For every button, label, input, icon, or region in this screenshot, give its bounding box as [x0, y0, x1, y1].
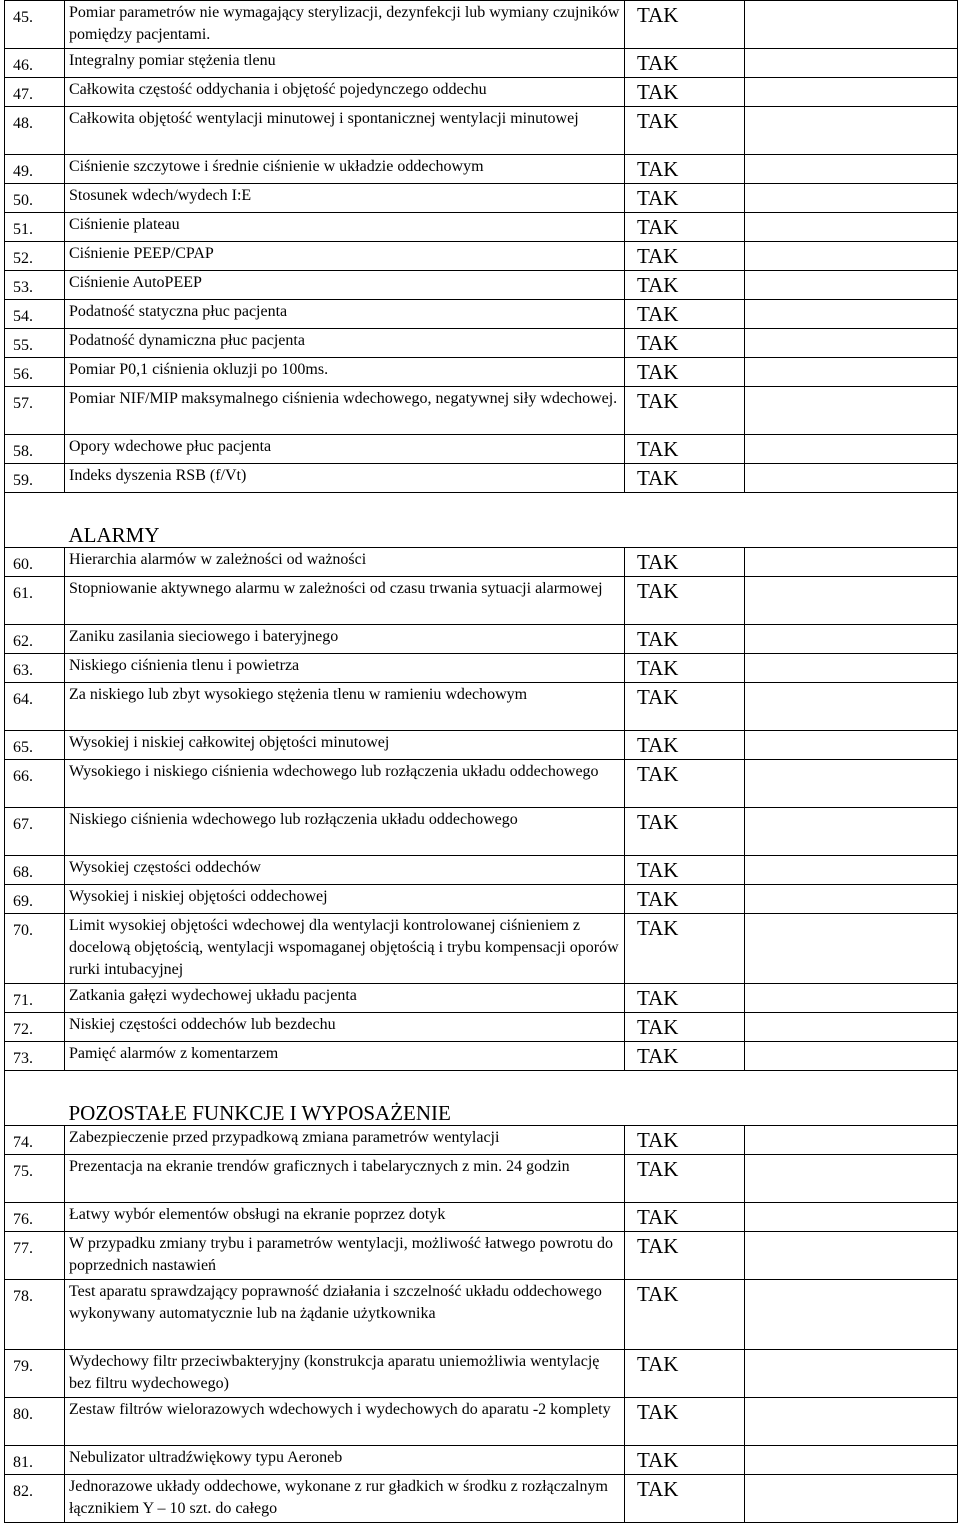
item-description: Pomiar P0,1 ciśnienia okluzji po 100ms. [65, 358, 625, 387]
item-description: Zatkania gałęzi wydechowej układu pacjenta [65, 984, 625, 1013]
item-description: Pomiar NIF/MIP maksymalnego ciśnienia wdechowego, negatywnej siły wdechowej. [65, 387, 625, 435]
item-number: 52. [5, 242, 65, 271]
item-description: W przypadku zmiany trybu i parametrów wentylacji, możliwość łatwego powrotu do poprzednich nastawień [65, 1232, 625, 1280]
item-description: Ciśnienie szczytowe i średnie ciśnienie w układzie oddechowym [65, 155, 625, 184]
table-row [5, 1350, 958, 1398]
item-offer-cell [745, 435, 958, 464]
item-value: TAK [625, 1475, 745, 1523]
item-value: TAK [625, 1446, 745, 1475]
item-offer-cell [745, 107, 958, 155]
item-number: 69. [5, 885, 65, 914]
table-row [5, 213, 958, 242]
section-header-spacer [625, 493, 745, 548]
table-row [5, 1042, 958, 1071]
item-number: 48. [5, 107, 65, 155]
item-value: TAK [625, 1013, 745, 1042]
item-offer-cell [745, 548, 958, 577]
item-offer-cell [745, 1203, 958, 1232]
item-value: TAK [625, 242, 745, 271]
item-description: Zestaw filtrów wielorazowych wdechowych i wydechowych do aparatu -2 komplety [65, 1398, 625, 1446]
item-description: Jednorazowe układy oddechowe, wykonane z rur gładkich w środku z rozłączalnym łącznikiem Y – 10 szt. do całego [65, 1475, 625, 1523]
item-offer-cell [745, 49, 958, 78]
item-number: 63. [5, 654, 65, 683]
table-row [5, 1232, 958, 1280]
table-row [5, 271, 958, 300]
item-value: TAK [625, 464, 745, 493]
item-value: TAK [625, 1126, 745, 1155]
item-offer-cell [745, 1280, 958, 1350]
item-value: TAK [625, 155, 745, 184]
item-offer-cell [745, 885, 958, 914]
item-description: Stosunek wdech/wydech I:E [65, 184, 625, 213]
item-number: 47. [5, 78, 65, 107]
section-header-row [5, 493, 958, 548]
table-row [5, 300, 958, 329]
item-description: Indeks dyszenia RSB (f/Vt) [65, 464, 625, 493]
item-number: 50. [5, 184, 65, 213]
item-offer-cell [745, 387, 958, 435]
item-offer-cell [745, 358, 958, 387]
item-value: TAK [625, 760, 745, 808]
table-row [5, 683, 958, 731]
item-offer-cell [745, 1232, 958, 1280]
item-value: TAK [625, 213, 745, 242]
item-value: TAK [625, 435, 745, 464]
specification-table [4, 0, 958, 1523]
item-offer-cell [745, 300, 958, 329]
item-description: Integralny pomiar stężenia tlenu [65, 49, 625, 78]
item-offer-cell [745, 808, 958, 856]
table-row [5, 654, 958, 683]
table-row [5, 914, 958, 984]
item-number: 76. [5, 1203, 65, 1232]
item-description: Hierarchia alarmów w zależności od ważności [65, 548, 625, 577]
table-row [5, 1446, 958, 1475]
table-row [5, 1013, 958, 1042]
item-number: 67. [5, 808, 65, 856]
item-number: 56. [5, 358, 65, 387]
item-description: Niskiego ciśnienia tlenu i powietrza [65, 654, 625, 683]
item-number: 71. [5, 984, 65, 1013]
item-value: TAK [625, 548, 745, 577]
item-description: Ciśnienie plateau [65, 213, 625, 242]
item-description: Nebulizator ultradźwiękowy typu Aeroneb [65, 1446, 625, 1475]
item-value: TAK [625, 78, 745, 107]
item-offer-cell [745, 155, 958, 184]
table-row [5, 329, 958, 358]
item-offer-cell [745, 984, 958, 1013]
table-row [5, 760, 958, 808]
item-description: Zaniku zasilania sieciowego i bateryjnego [65, 625, 625, 654]
item-description: Stopniowanie aktywnego alarmu w zależności od czasu trwania sytuacji alarmowej [65, 577, 625, 625]
item-number: 49. [5, 155, 65, 184]
item-value: TAK [625, 387, 745, 435]
table-row [5, 358, 958, 387]
item-description: Prezentacja na ekranie trendów graficznych i tabelarycznych z min. 24 godzin [65, 1155, 625, 1203]
item-description: Test aparatu sprawdzający poprawność działania i szczelność układu oddechowego wykonywany automatycznie lub na żądanie użytkownika [65, 1280, 625, 1350]
item-offer-cell [745, 1398, 958, 1446]
item-number: 62. [5, 625, 65, 654]
item-value: TAK [625, 1042, 745, 1071]
table-row [5, 625, 958, 654]
item-value: TAK [625, 300, 745, 329]
item-offer-cell [745, 1446, 958, 1475]
item-offer-cell [745, 683, 958, 731]
item-number: 68. [5, 856, 65, 885]
item-value: TAK [625, 1, 745, 49]
section-header-spacer [5, 1071, 65, 1126]
item-number: 51. [5, 213, 65, 242]
item-number: 75. [5, 1155, 65, 1203]
table-row [5, 242, 958, 271]
item-description: Całkowita częstość oddychania i objętość pojedynczego oddechu [65, 78, 625, 107]
item-offer-cell [745, 625, 958, 654]
table-row [5, 1398, 958, 1446]
table-row [5, 548, 958, 577]
table-row [5, 107, 958, 155]
item-value: TAK [625, 914, 745, 984]
item-description: Wysokiej częstości oddechów [65, 856, 625, 885]
table-row [5, 49, 958, 78]
item-number: 77. [5, 1232, 65, 1280]
section-header-row [5, 1071, 958, 1126]
item-offer-cell [745, 242, 958, 271]
item-description: Wysokiej i niskiej objętości oddechowej [65, 885, 625, 914]
item-offer-cell [745, 184, 958, 213]
item-offer-cell [745, 760, 958, 808]
section-header-spacer [5, 493, 65, 548]
item-offer-cell [745, 1350, 958, 1398]
item-value: TAK [625, 49, 745, 78]
item-number: 81. [5, 1446, 65, 1475]
table-row [5, 1280, 958, 1350]
item-value: TAK [625, 1280, 745, 1350]
item-description: Niskiej częstości oddechów lub bezdechu [65, 1013, 625, 1042]
item-number: 46. [5, 49, 65, 78]
item-number: 59. [5, 464, 65, 493]
item-offer-cell [745, 213, 958, 242]
item-value: TAK [625, 984, 745, 1013]
item-description: Ciśnienie AutoPEEP [65, 271, 625, 300]
item-number: 61. [5, 577, 65, 625]
table-row [5, 435, 958, 464]
item-description: Za niskiego lub zbyt wysokiego stężenia tlenu w ramieniu wdechowym [65, 683, 625, 731]
item-description: Podatność statyczna płuc pacjenta [65, 300, 625, 329]
section-title: POZOSTAŁE FUNKCJE I WYPOSAŻENIE [65, 1071, 625, 1126]
item-value: TAK [625, 271, 745, 300]
item-offer-cell [745, 329, 958, 358]
item-value: TAK [625, 1398, 745, 1446]
table-row [5, 808, 958, 856]
item-number: 60. [5, 548, 65, 577]
item-description: Łatwy wybór elementów obsługi na ekranie poprzez dotyk [65, 1203, 625, 1232]
item-number: 79. [5, 1350, 65, 1398]
item-value: TAK [625, 1203, 745, 1232]
table-row [5, 885, 958, 914]
table-row [5, 1203, 958, 1232]
item-value: TAK [625, 329, 745, 358]
item-number: 55. [5, 329, 65, 358]
item-value: TAK [625, 358, 745, 387]
section-header-spacer [625, 1071, 745, 1126]
item-description: Limit wysokiej objętości wdechowej dla wentylacji kontrolowanej ciśnieniem z docelową objętością, wentylacji wspomaganej objętością i trybu kompensacji oporów rurki intubacyjnej [65, 914, 625, 984]
item-value: TAK [625, 856, 745, 885]
item-description: Wysokiej i niskiej całkowitej objętości minutowej [65, 731, 625, 760]
table-row [5, 387, 958, 435]
item-offer-cell [745, 1042, 958, 1071]
item-offer-cell [745, 914, 958, 984]
table-row [5, 856, 958, 885]
item-number: 58. [5, 435, 65, 464]
item-number: 57. [5, 387, 65, 435]
item-number: 53. [5, 271, 65, 300]
item-description: Pomiar parametrów nie wymagający sterylizacji, dezynfekcji lub wymiany czujników pomiędzy pacjentami. [65, 1, 625, 49]
item-value: TAK [625, 808, 745, 856]
item-offer-cell [745, 654, 958, 683]
item-value: TAK [625, 577, 745, 625]
table-row [5, 1475, 958, 1523]
item-offer-cell [745, 78, 958, 107]
item-number: 72. [5, 1013, 65, 1042]
item-offer-cell [745, 856, 958, 885]
item-description: Zabezpieczenie przed przypadkową zmiana parametrów wentylacji [65, 1126, 625, 1155]
table-row [5, 464, 958, 493]
item-number: 65. [5, 731, 65, 760]
item-offer-cell [745, 1126, 958, 1155]
item-offer-cell [745, 1013, 958, 1042]
specification-table-body [5, 1, 958, 1523]
item-number: 74. [5, 1126, 65, 1155]
item-number: 66. [5, 760, 65, 808]
item-value: TAK [625, 1232, 745, 1280]
item-value: TAK [625, 731, 745, 760]
item-value: TAK [625, 1350, 745, 1398]
item-offer-cell [745, 1, 958, 49]
item-description: Niskiego ciśnienia wdechowego lub rozłączenia układu oddechowego [65, 808, 625, 856]
table-row [5, 1126, 958, 1155]
table-row [5, 984, 958, 1013]
item-offer-cell [745, 1475, 958, 1523]
item-description: Wydechowy filtr przeciwbakteryjny (konstrukcja aparatu uniemożliwia wentylację bez filtru wydechowego) [65, 1350, 625, 1398]
table-row [5, 731, 958, 760]
item-description: Całkowita objętość wentylacji minutowej i spontanicznej wentylacji minutowej [65, 107, 625, 155]
item-description: Ciśnienie PEEP/CPAP [65, 242, 625, 271]
item-number: 78. [5, 1280, 65, 1350]
item-number: 54. [5, 300, 65, 329]
section-header-spacer [745, 493, 958, 548]
item-value: TAK [625, 654, 745, 683]
table-row [5, 1, 958, 49]
item-description: Wysokiego i niskiego ciśnienia wdechowego lub rozłączenia układu oddechowego [65, 760, 625, 808]
item-description: Podatność dynamiczna płuc pacjenta [65, 329, 625, 358]
table-row [5, 184, 958, 213]
item-value: TAK [625, 625, 745, 654]
item-description: Pamięć alarmów z komentarzem [65, 1042, 625, 1071]
item-offer-cell [745, 271, 958, 300]
item-description: Opory wdechowe płuc pacjenta [65, 435, 625, 464]
item-value: TAK [625, 1155, 745, 1203]
item-value: TAK [625, 683, 745, 731]
section-header-spacer [745, 1071, 958, 1126]
item-number: 64. [5, 683, 65, 731]
table-row [5, 1155, 958, 1203]
item-offer-cell [745, 1155, 958, 1203]
table-row [5, 78, 958, 107]
section-title: ALARMY [65, 493, 625, 548]
item-offer-cell [745, 577, 958, 625]
table-row [5, 577, 958, 625]
item-number: 73. [5, 1042, 65, 1071]
item-offer-cell [745, 464, 958, 493]
item-value: TAK [625, 107, 745, 155]
item-number: 70. [5, 914, 65, 984]
item-value: TAK [625, 184, 745, 213]
item-number: 82. [5, 1475, 65, 1523]
item-value: TAK [625, 885, 745, 914]
item-number: 80. [5, 1398, 65, 1446]
table-row [5, 155, 958, 184]
item-offer-cell [745, 731, 958, 760]
item-number: 45. [5, 1, 65, 49]
